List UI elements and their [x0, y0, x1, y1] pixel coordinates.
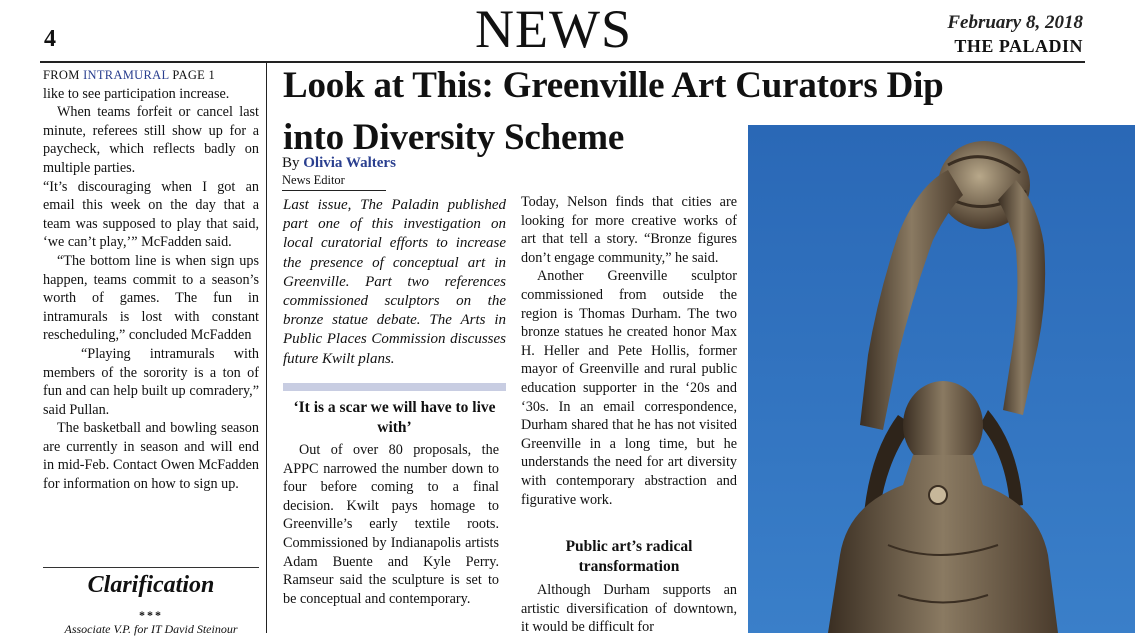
body-paragraph: Today, Nelson finds that cities are looking for more creative works of art that tell a story. “Bronze figures don’t engage community,” he said. — [521, 194, 737, 266]
article-headline: Look at This: Greenville Art Curators Dip into Diversity Scheme — [283, 65, 944, 158]
author-name: Olivia Walters — [303, 155, 396, 171]
subhead-scar: ‘It is a scar we will have to live with’ — [293, 399, 496, 436]
clarification-rule — [43, 567, 259, 568]
continued-section: INTRAMURAL — [83, 68, 169, 82]
left-paragraph: like to see participation increase. — [43, 85, 230, 102]
author-title: News Editor — [282, 173, 345, 187]
intro-highlight — [283, 383, 506, 391]
clarification-stars: *** — [139, 608, 163, 622]
subhead-transformation: Public art’s radical transformation — [565, 538, 693, 575]
continued-from — [43, 66, 259, 85]
body-paragraph: Although Durham supports an artistic diversification of downtown, it would be difficult for — [521, 582, 737, 636]
statue-photo — [748, 125, 1135, 633]
column-two — [283, 441, 499, 608]
byline — [282, 155, 396, 172]
page-number: 4 — [44, 26, 56, 52]
left-paragraph: When teams forfeit or cancel last minute, referees still show up for a paycheck, which reflects badly on multiple parties. — [43, 104, 259, 176]
intro-text: Last issue, The Paladin published part one of this investigation on local curatorial efforts to increase the presence of conceptual art in Greenville. Part two references commissioned sculptors on the bronze statue debate. The Arts in Public Places Commission discusses future Kwilt plans. — [283, 197, 506, 367]
left-paragraph: The basketball and bowling season are currently in season and will end in mid-Feb. Contact Owen McFadden for information on how to sign up. — [43, 420, 259, 493]
left-paragraph: “Playing intramurals with members of the sorority is a ton of fun and can help built up comradery,” said Pullan. — [43, 345, 259, 418]
continued-prefix: FROM — [43, 68, 80, 82]
left-column — [43, 66, 259, 494]
body-paragraph: Another Greenville sculptor commissioned from outside the region is Thomas Durham. The two bronze statues he created honor Max H. Heller and Pete Hollis, former mayor of Greenville and rural public education supporter in the ‘20s and ‘30s. In an email correspondence, Durham shared that he has not visited Greenville in a long time, but he understands the need for art diversity with contemporary abstraction and figurative work. — [521, 268, 737, 508]
column-three-end — [521, 581, 737, 637]
paper-name: THE PALADIN — [954, 36, 1083, 56]
body-paragraph: Out of over 80 proposals, the APPC narrowed the number down to four before coming to a final decision. Kwilt pays homage to Greenville’s early textile roots. Commissioned by Indianapolis artists Adam Buente and Kyle Perry. Ramseur said the sculpture is set to be conceptual and contemporary. — [283, 442, 499, 607]
intro-block — [283, 196, 506, 369]
bronze-statue-image — [748, 125, 1135, 633]
left-paragraph: “The bottom line is when sign ups happen, teams commit to a season’s worth of games. The fun in intramurals is lost with constant rescheduling,” concluded McFadden — [43, 252, 259, 344]
clarification-title: Clarification — [87, 572, 215, 598]
clarification-text: Associate V.P. for IT David Steinour — [64, 622, 238, 636]
left-paragraph: “It’s discouraging when I got an email this week on the day that a team was supposed to play that said, ‘we can’t play,’” McFadden said. — [43, 178, 259, 251]
column-divider — [266, 61, 267, 633]
byline-rule — [282, 190, 386, 191]
column-three — [521, 193, 737, 509]
issue-date: February 8, 2018 — [947, 12, 1083, 33]
byline-prefix: By — [282, 155, 300, 171]
continued-page: PAGE 1 — [172, 68, 216, 82]
section-title: NEWS — [475, 0, 632, 59]
